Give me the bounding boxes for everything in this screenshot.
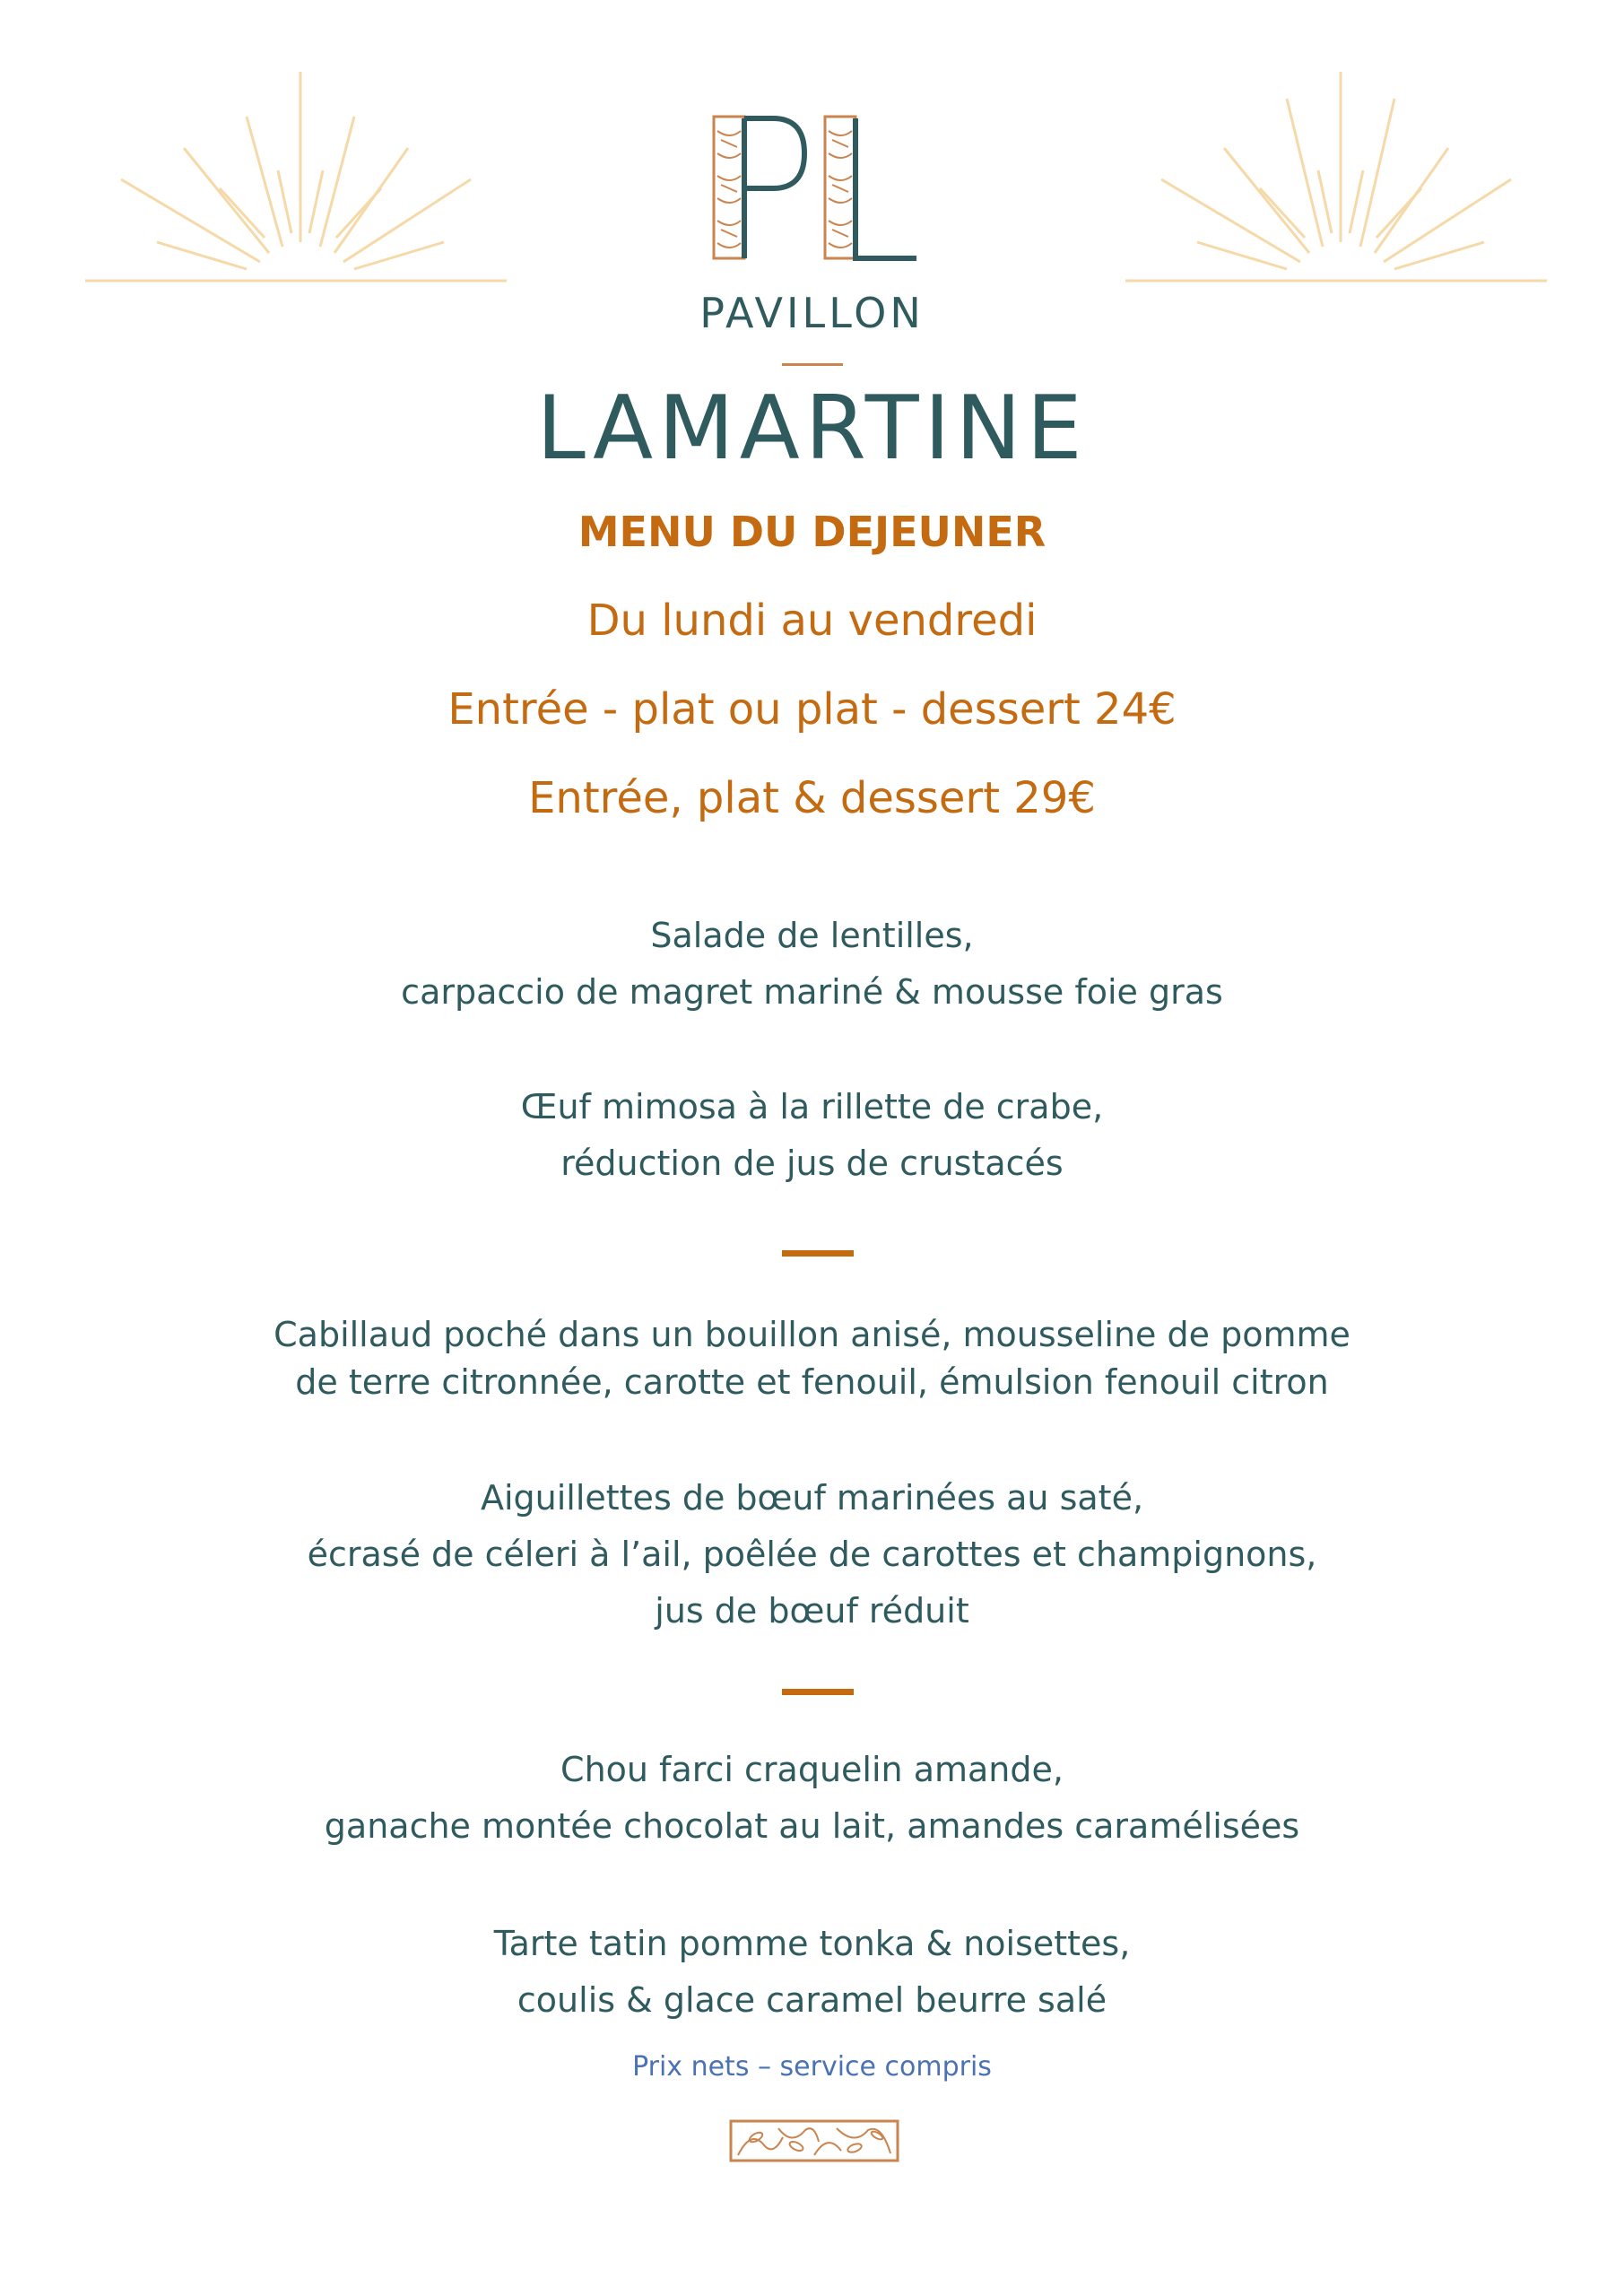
dish-line: Salade de lentilles,	[650, 916, 974, 955]
dish-line: Aiguillettes de bœuf marinées au saté,	[480, 1478, 1144, 1518]
price-option-2: Entrée, plat & dessert 29€	[528, 773, 1096, 823]
dish-dessert-1	[0, 1742, 1624, 1855]
dish-line: carpaccio de magret mariné & mousse foie gras	[401, 972, 1223, 1012]
sunburst-left-icon	[85, 63, 516, 296]
dish-line: Œuf mimosa à la rillette de crabe,	[520, 1087, 1104, 1126]
dish-line: écrasé de céleri à l’ail, poêlée de carottes et champignons,	[307, 1535, 1317, 1574]
sunburst-right-icon	[1125, 63, 1556, 296]
dish-main-2	[0, 1470, 1624, 1639]
dish-line: coulis & glace caramel beurre salé	[517, 1980, 1107, 2020]
dish-line: réduction de jus de crustacés	[560, 1144, 1064, 1183]
dish-starter-2	[0, 1079, 1624, 1192]
menu-days: Du lundi au vendredi	[586, 596, 1038, 646]
dish-line: ganache montée chocolat au lait, amandes caramélisées	[324, 1806, 1300, 1846]
menu-title: MENU DU DEJEUNER	[578, 508, 1046, 556]
dish-line: jus de bœuf réduit	[655, 1591, 969, 1631]
brand-name-small: PAVILLON	[699, 289, 925, 337]
pl-monogram-logo	[710, 113, 925, 265]
brand-name-big: LAMARTINE	[536, 378, 1088, 480]
dish-starter-1	[0, 908, 1624, 1021]
leaf-ornament-icon	[729, 2119, 899, 2162]
price-option-1: Entrée - plat ou plat - dessert 24€	[447, 684, 1177, 735]
brand-divider	[782, 363, 843, 366]
dish-line: Chou farci craquelin amande,	[560, 1750, 1064, 1789]
section-divider	[782, 1250, 854, 1257]
dish-dessert-2	[0, 1916, 1624, 2029]
dish-main-1	[0, 1311, 1624, 1406]
dish-line: Cabillaud poché dans un bouillon anisé, mousseline de pomme	[274, 1315, 1350, 1354]
dish-line: Tarte tatin pomme tonka & noisettes,	[493, 1924, 1131, 1963]
price-note: Prix nets – service compris	[632, 2051, 992, 2083]
dish-line: de terre citronnée, carotte et fenouil, émulsion fenouil citron	[295, 1362, 1329, 1402]
section-divider	[782, 1689, 854, 1695]
